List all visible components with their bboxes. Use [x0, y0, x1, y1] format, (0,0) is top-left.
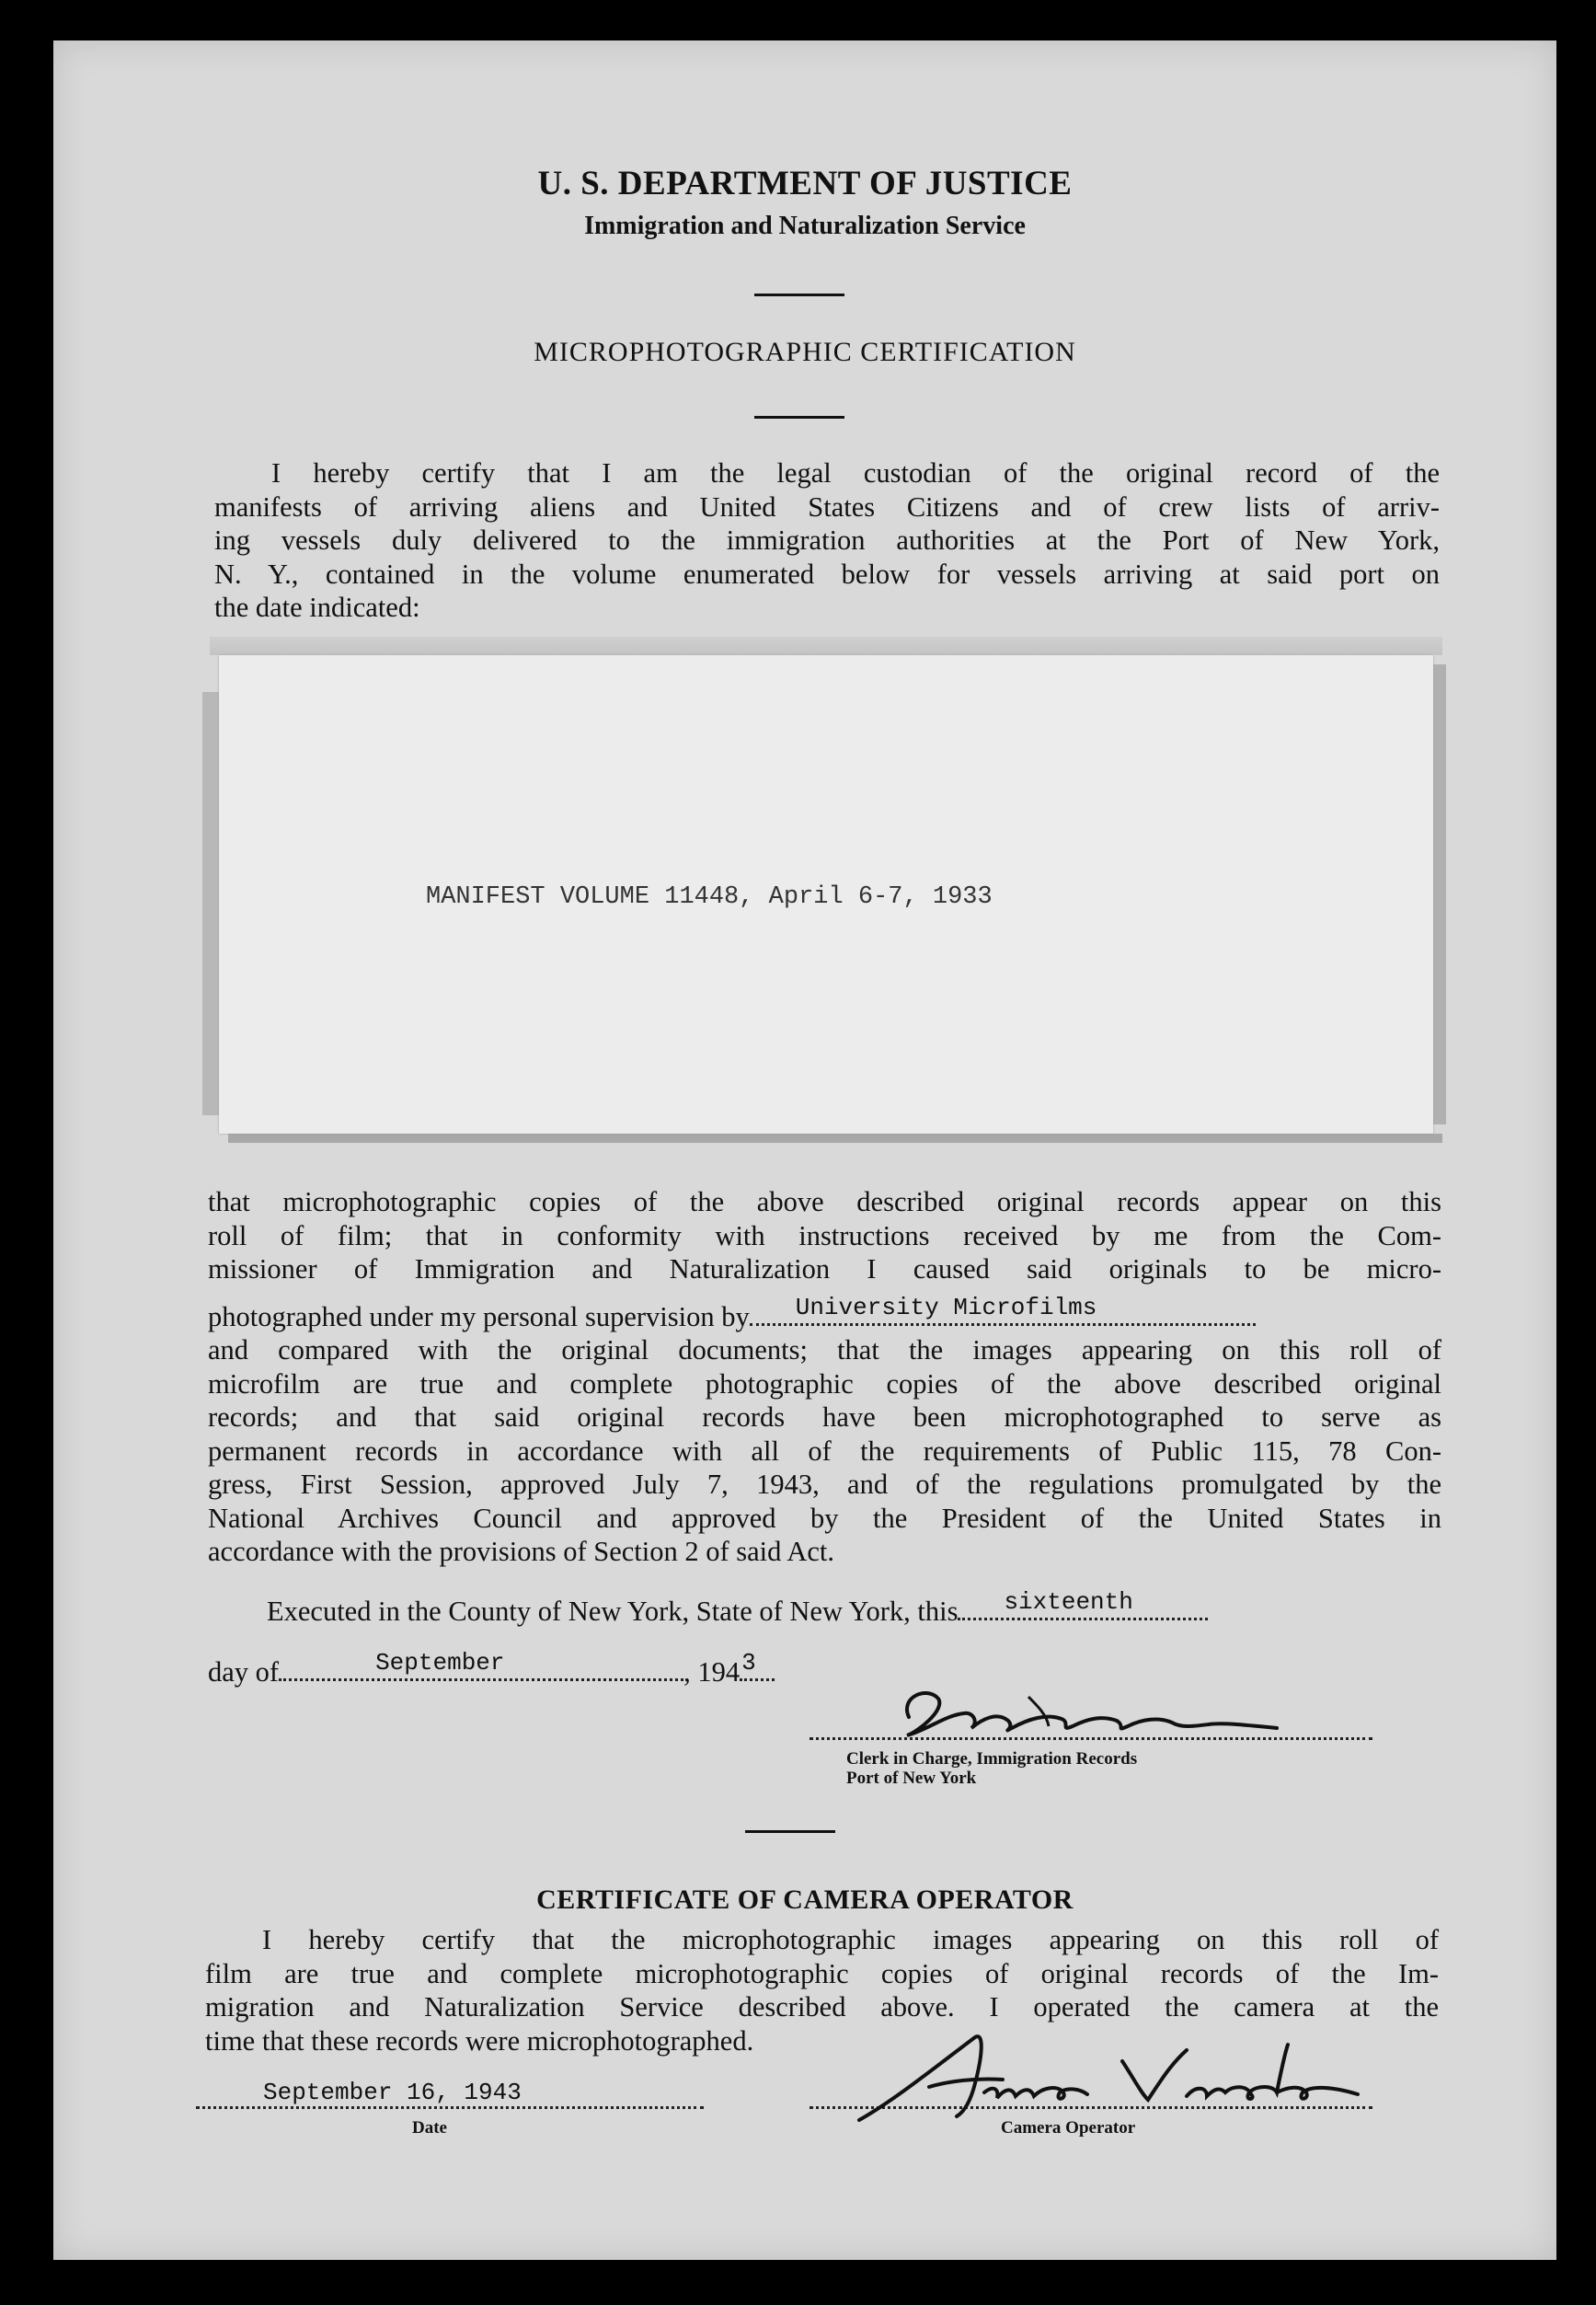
body-line: permanent records in accordance with all of the requirements of Public 115, 78 Con-: [208, 1435, 1441, 1467]
intro-line: the date indicated:: [214, 592, 420, 623]
body-line: that microphotographic copies of the above described original records appear on this: [208, 1186, 1441, 1217]
body-line: and compared with the original documents; that the images appearing on this roll of: [208, 1334, 1441, 1366]
camera-certificate-title: CERTIFICATE OF CAMERA OPERATOR: [536, 1884, 1074, 1915]
manifest-card: [219, 655, 1433, 1134]
executed-line: [267, 1590, 1208, 1628]
supervision-field: [750, 1296, 1256, 1326]
section-rule: [745, 1830, 835, 1833]
month-value: September: [375, 1649, 505, 1677]
year-value: 3: [741, 1649, 756, 1677]
day-of-label: day of: [208, 1656, 280, 1688]
body-line: accordance with the provisions of Section 2 of said Act.: [208, 1536, 834, 1567]
service-subheading: Immigration and Naturalization Service: [584, 212, 1026, 240]
camera-line: film are true and complete microphotographic copies of original records of the Im-: [205, 1957, 1439, 1989]
supervision-value: University Microfilms: [795, 1294, 1097, 1321]
day-of-line: [208, 1651, 775, 1688]
year-prefix: , 194: [683, 1656, 741, 1688]
supervision-prefix: photographed under my personal supervision by: [208, 1301, 750, 1332]
camera-line: time that these records were microphotographed.: [205, 2024, 754, 2057]
card-shadow: [228, 1134, 1442, 1143]
body-line: records; and that said original records have been microphotographed to serve as: [208, 1401, 1441, 1433]
date-label: Date: [412, 2118, 447, 2138]
camera-line: migration and Naturalization Service described above. I operated the camera at the: [205, 1991, 1439, 2023]
day-value: sixteenth: [1004, 1588, 1133, 1616]
department-heading: U. S. DEPARTMENT OF JUSTICE: [537, 165, 1073, 202]
body-paragraph-continued: [208, 1333, 1441, 1569]
camera-line: I hereby certify that the microphotographic images appearing on this roll of: [262, 1924, 1439, 1955]
clerk-title-line: Clerk in Charge, Immigration Records: [846, 1749, 1138, 1769]
card-shadow: [1433, 664, 1446, 1124]
body-line: roll of film; that in conformity with instructions received by me from the Com-: [208, 1219, 1441, 1251]
header-rule: [754, 294, 844, 296]
day-field: [958, 1590, 1208, 1620]
manifest-volume-label: MANIFEST VOLUME 11448, April 6-7, 1933: [426, 883, 993, 911]
date-value: September 16, 1943: [263, 2079, 522, 2106]
title-rule: [754, 416, 844, 419]
body-line: gress, First Session, approved July 7, 1943, and of the regulations promulgated by the: [208, 1469, 1441, 1500]
year-field: [740, 1651, 775, 1681]
operator-label: Camera Operator: [1001, 2118, 1136, 2138]
certificate-sheet: [53, 40, 1556, 2260]
card-shadow: [202, 692, 219, 1115]
intro-line: ing vessels duly delivered to the immigration authorities at the Port of New York,: [214, 524, 1440, 556]
intro-paragraph: [214, 456, 1440, 625]
body-line: microfilm are true and complete photographic copies of the above described original: [208, 1367, 1441, 1400]
body-paragraph: [208, 1185, 1441, 1286]
body-line: National Archives Council and approved by the President of the United States in: [208, 1502, 1441, 1534]
clerk-signature: [890, 1678, 1295, 1752]
month-field: [279, 1651, 683, 1681]
executed-prefix: Executed in the County of New York, State of New York, this: [267, 1596, 959, 1627]
card-shadow: [210, 637, 1442, 655]
intro-line: I hereby certify that I am the legal custodian of the original record of the: [271, 457, 1440, 489]
supervision-line: [208, 1296, 1441, 1333]
body-line: missioner of Immigration and Naturalization I caused said originals to be micro-: [208, 1253, 1441, 1285]
clerk-title-line: Port of New York: [846, 1769, 977, 1788]
manifest-card-area: [127, 637, 1483, 1170]
intro-line: N. Y., contained in the volume enumerated below for vessels arriving at said port on: [214, 558, 1440, 590]
clerk-title: [846, 1749, 1137, 1788]
certification-title: MICROPHOTOGRAPHIC CERTIFICATION: [534, 337, 1076, 367]
intro-line: manifests of arriving aliens and United States Citizens and of crew lists of arriv-: [214, 490, 1440, 523]
